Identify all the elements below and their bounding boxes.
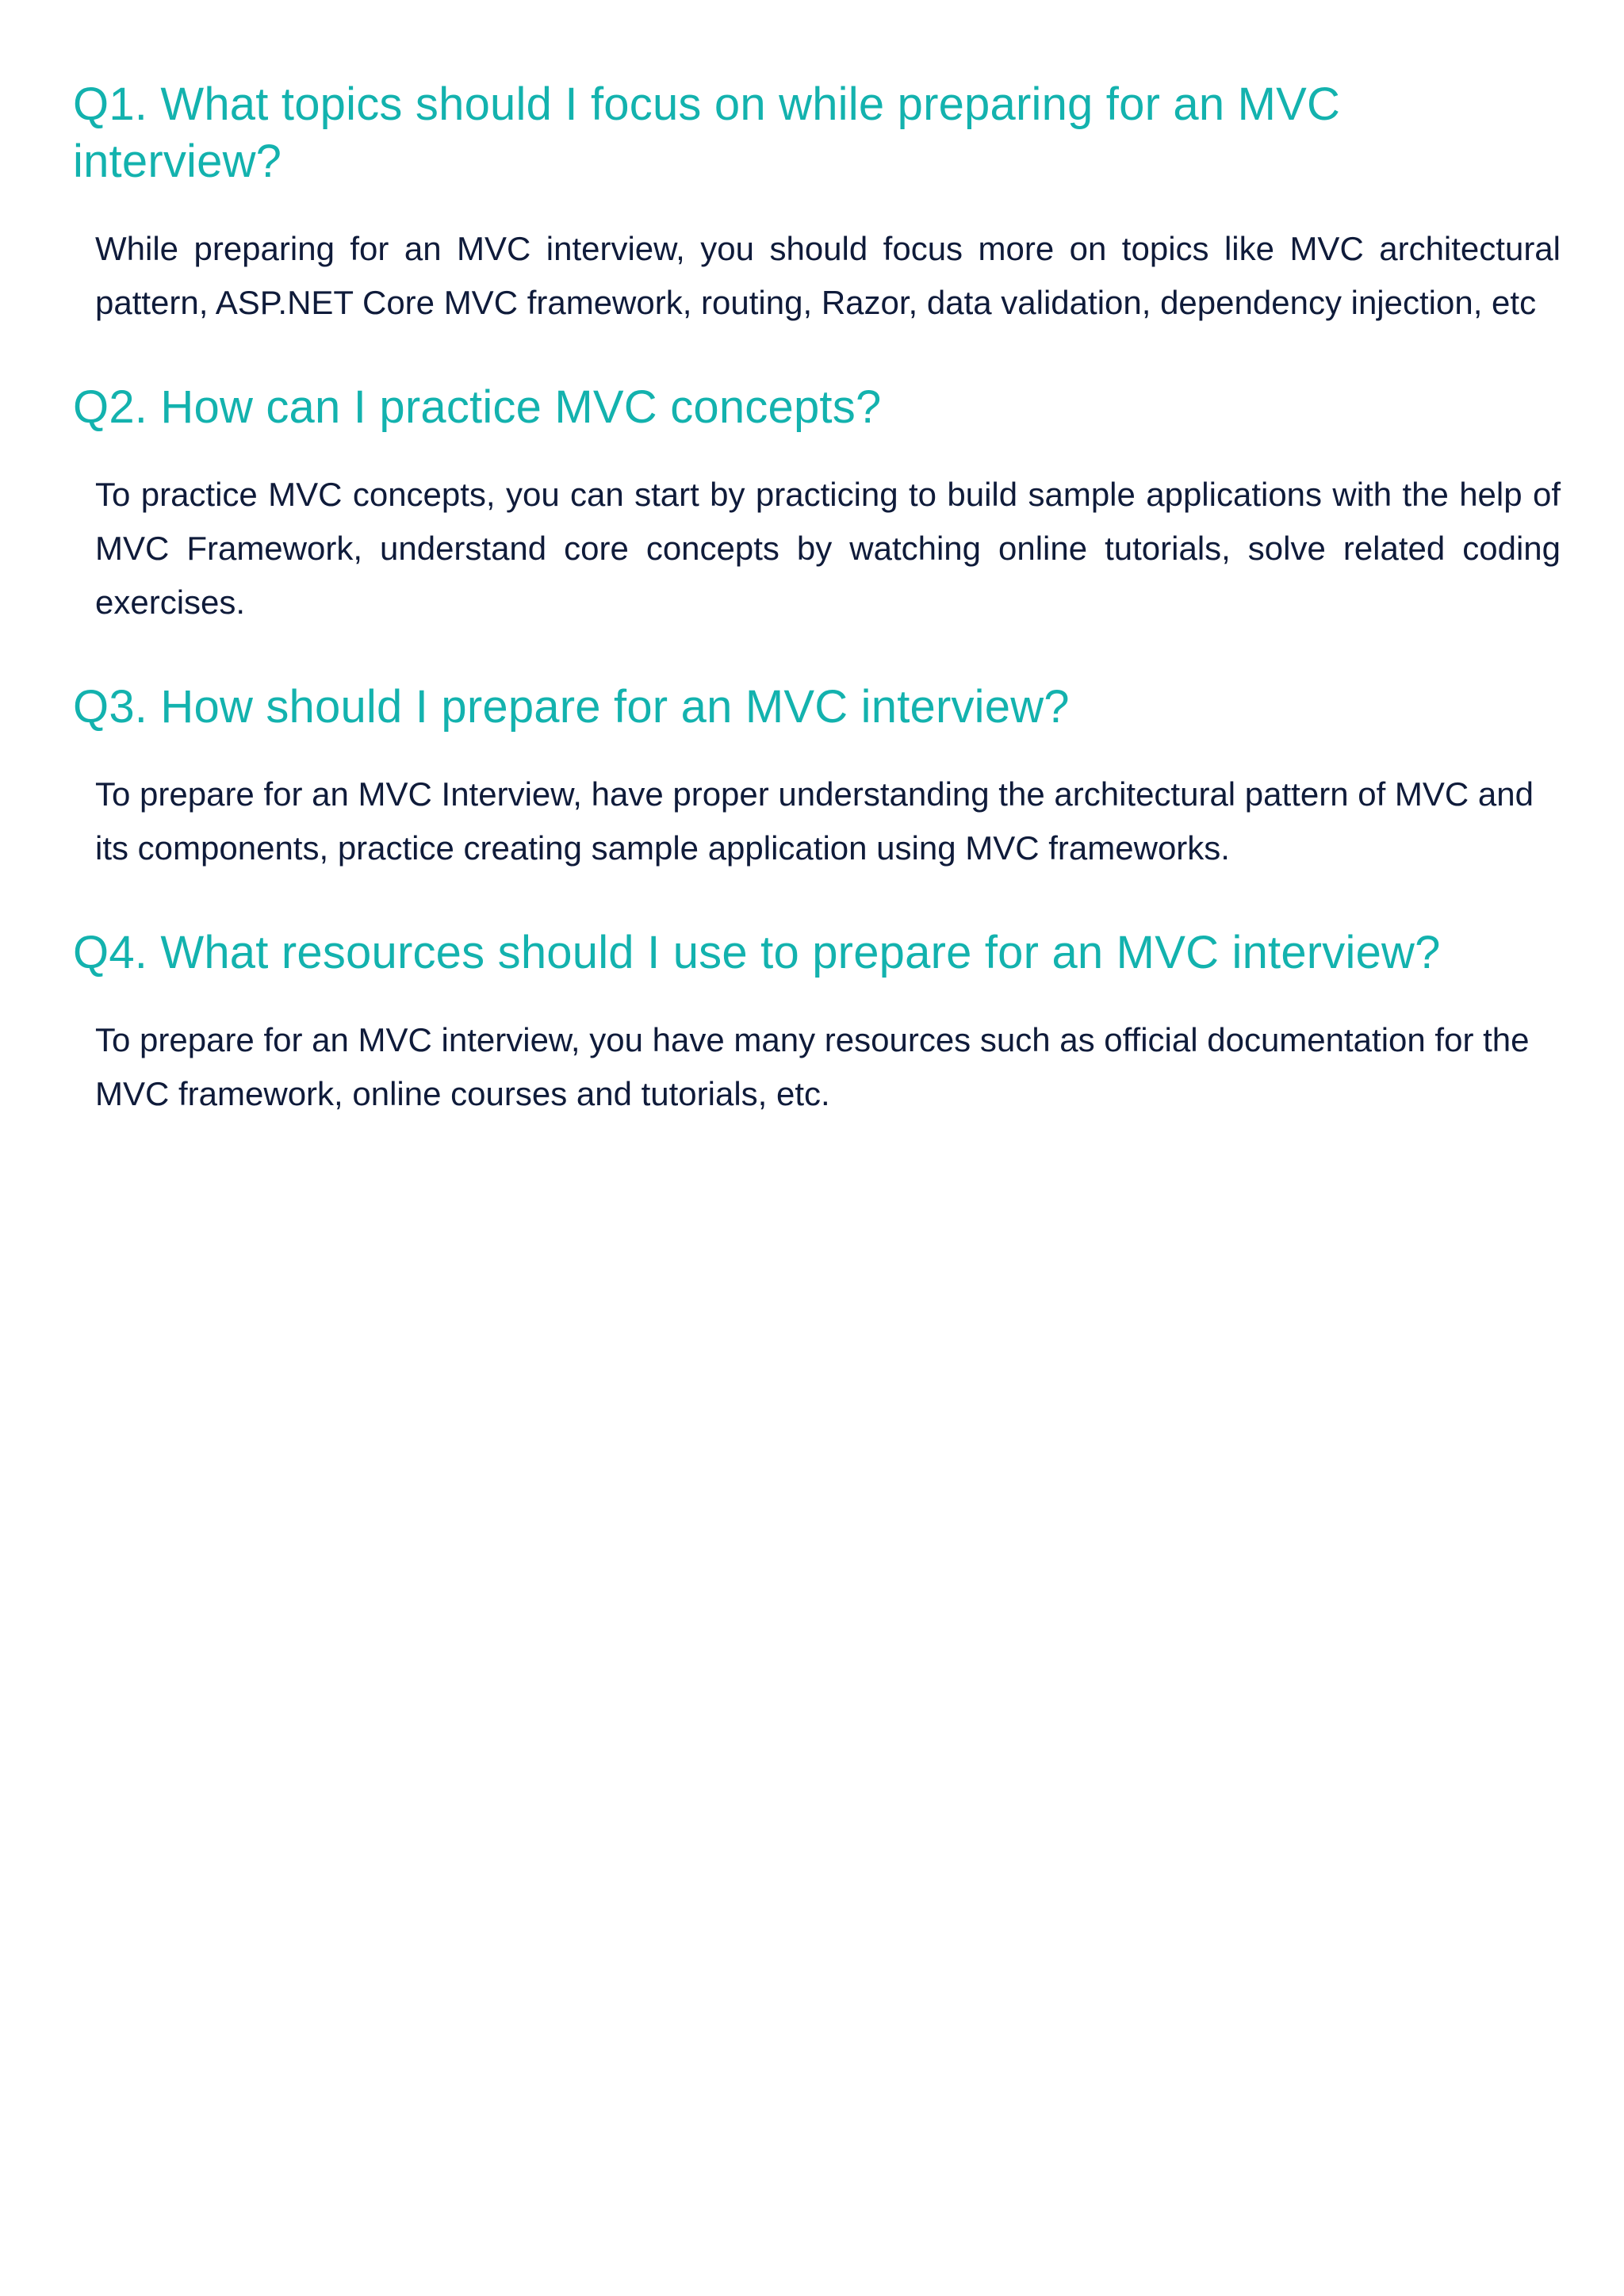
faq-answer-2: To practice MVC concepts, you can start by practicing to build sample applications with the help of MVC Framework, understand core concepts by watching online tutorials, solve related coding exercises. bbox=[95, 476, 1561, 621]
faq-question-3: Q3. How should I prepare for an MVC interview? bbox=[73, 681, 1070, 733]
faq-item-1 bbox=[73, 76, 1561, 330]
faq-item-4 bbox=[73, 924, 1561, 1121]
faq-answer-3: To prepare for an MVC Interview, have proper understanding the architectural pattern of MVC and its components, practice creating sample application using MVC frameworks. bbox=[95, 775, 1534, 867]
faq-item-2 bbox=[73, 379, 1561, 629]
faq-answer-4: To prepare for an MVC interview, you have many resources such as official documentation for the MVC framework, online courses and tutorials, etc. bbox=[95, 1021, 1530, 1112]
faq-question-1: Q1. What topics should I focus on while preparing for an MVC interview? bbox=[73, 78, 1341, 187]
faq-question-2: Q2. How can I practice MVC concepts? bbox=[73, 381, 882, 433]
faq-question-4: Q4. What resources should I use to prepare for an MVC interview? bbox=[73, 927, 1441, 978]
faq-answer-1: While preparing for an MVC interview, you should focus more on topics like MVC architectural pattern, ASP.NET Core MVC framework, routing, Razor, data validation, dependency injection, etc bbox=[95, 230, 1561, 321]
faq-item-3 bbox=[73, 679, 1561, 875]
